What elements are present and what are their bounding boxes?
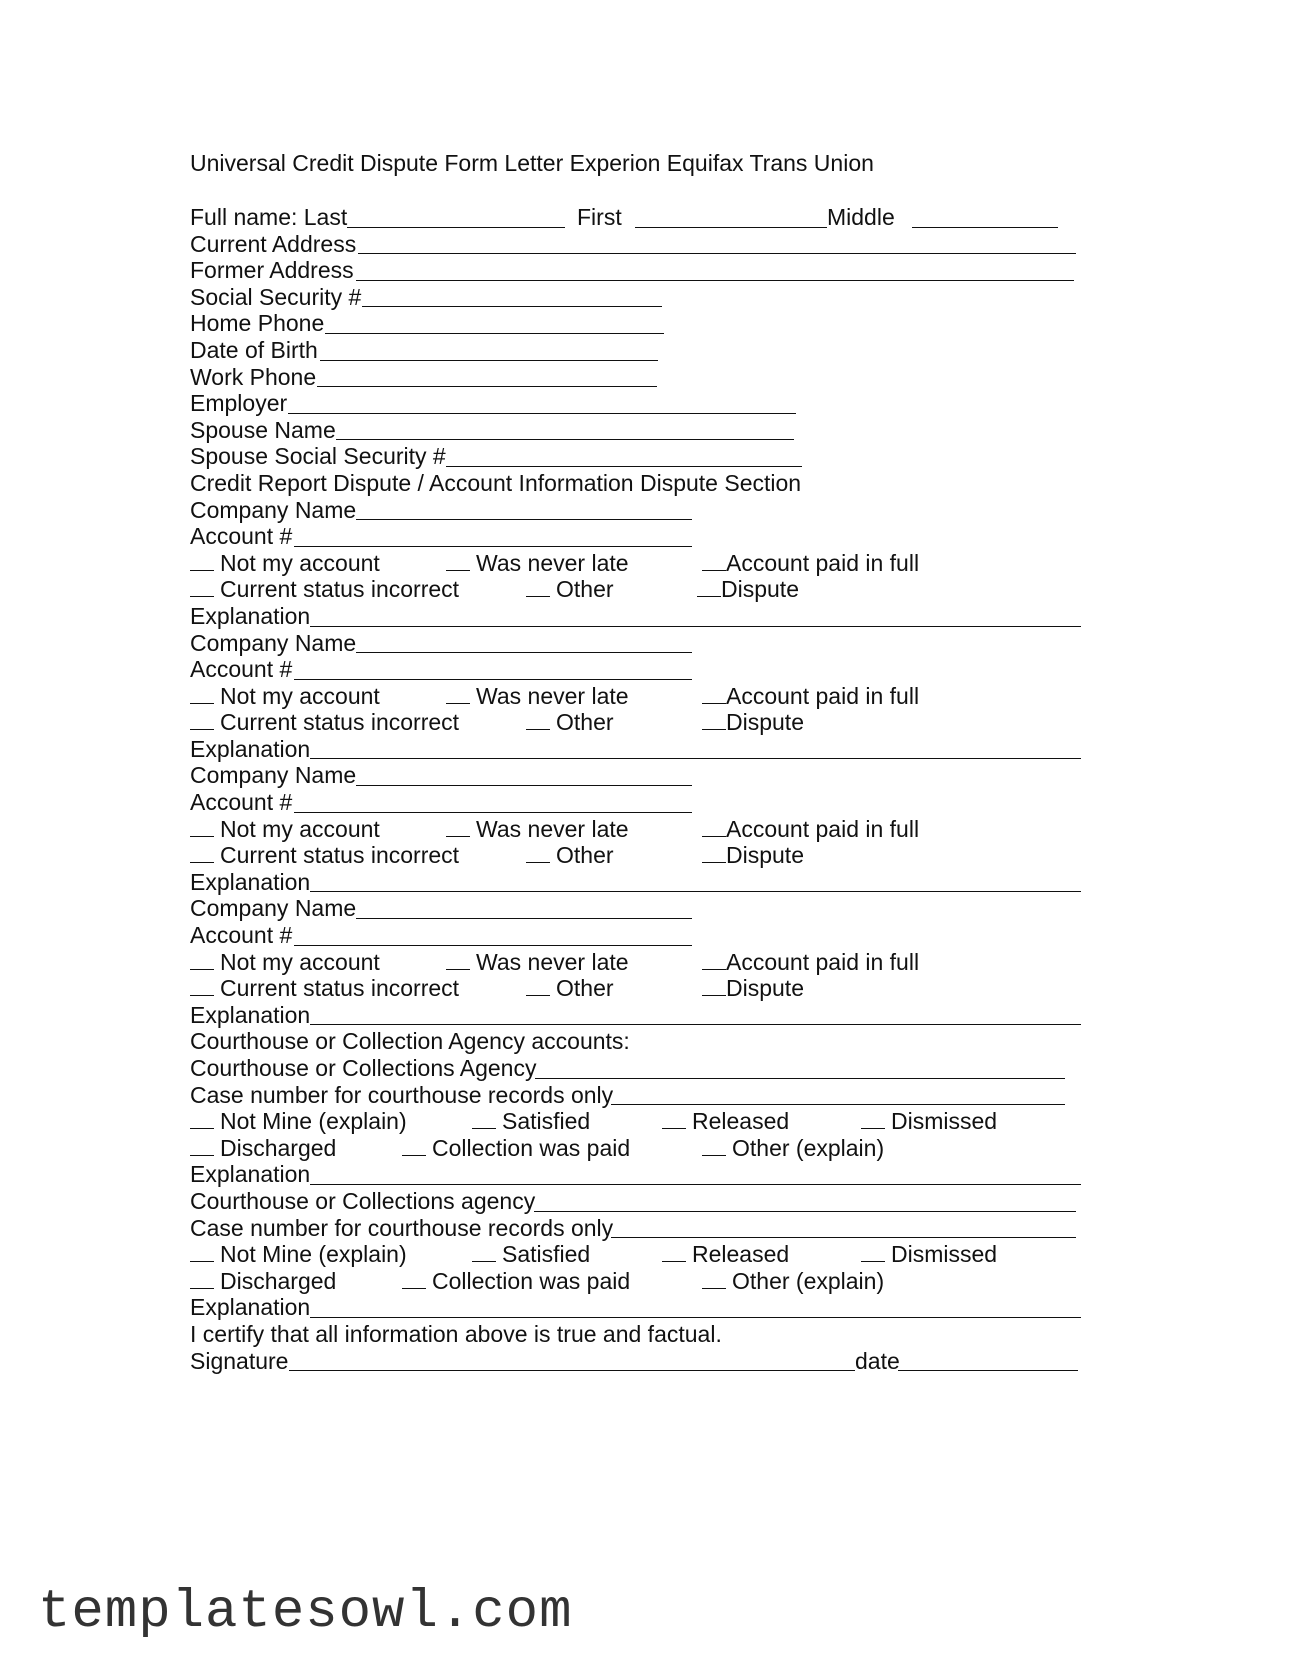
dob-field[interactable] [320, 360, 658, 361]
account-number-field[interactable] [294, 679, 692, 680]
satisfied-option[interactable] [472, 1108, 590, 1134]
checkbox-blank[interactable] [702, 684, 726, 704]
status-incorrect-option[interactable] [190, 842, 459, 868]
court-checkbox-row [190, 1268, 1090, 1295]
courthouse-section-title: Courthouse or Collection Agency accounts: [190, 1028, 630, 1055]
option-label: Account paid in full [726, 948, 920, 975]
account-number-row [190, 922, 1090, 949]
explanation-field[interactable] [310, 1024, 1081, 1025]
company-name-label: Company Name [190, 762, 357, 789]
discharged-option[interactable] [190, 1135, 336, 1161]
spouse-name-row [190, 417, 1090, 444]
never-late-option[interactable] [446, 550, 629, 576]
checkbox-blank[interactable] [190, 1269, 214, 1289]
account-number-label: Account # [190, 656, 293, 683]
company-name-row [190, 895, 1090, 922]
status-incorrect-option[interactable] [190, 709, 459, 735]
checkbox-blank[interactable] [190, 843, 214, 863]
explanation-label: Explanation [190, 735, 311, 762]
agency-label: Courthouse or Collections Agency [190, 1055, 537, 1081]
other-option[interactable] [526, 842, 614, 868]
not-mine-option[interactable] [190, 1241, 407, 1267]
checkbox-blank[interactable] [472, 1242, 496, 1262]
account-number-label: Account # [190, 922, 293, 949]
dispute-section-title-row [190, 470, 1090, 497]
dispute-option[interactable] [697, 576, 799, 602]
checkbox-blank[interactable] [702, 950, 726, 970]
option-label: Current status incorrect [220, 576, 460, 603]
released-option[interactable] [662, 1108, 789, 1134]
company-name-row [190, 630, 1090, 657]
dispute-option[interactable] [702, 709, 804, 735]
option-label: Dispute [726, 842, 804, 869]
collection-paid-option[interactable] [402, 1268, 630, 1294]
case-number-row [190, 1215, 1090, 1242]
courthouse-section-title-row [190, 1028, 1090, 1055]
not-my-account-option[interactable] [190, 550, 380, 576]
checkbox-row [190, 949, 1090, 976]
ssn-field[interactable] [362, 306, 662, 307]
other-option[interactable] [526, 576, 614, 602]
agency-field[interactable] [535, 1078, 1065, 1079]
watermark: templatesowl.com [38, 1582, 573, 1643]
last-name-field[interactable] [347, 227, 565, 228]
explanation-field[interactable] [310, 1184, 1081, 1185]
checkbox-blank[interactable] [702, 551, 726, 571]
spouse-ssn-row [190, 443, 1090, 470]
dismissed-option[interactable] [861, 1241, 997, 1267]
former-address-field[interactable] [356, 280, 1074, 281]
agency-row [190, 1188, 1090, 1215]
option-label: Not Mine (explain) [220, 1241, 407, 1268]
paid-in-full-option[interactable] [702, 550, 919, 576]
account-number-field[interactable] [294, 945, 692, 946]
employer-row [190, 390, 1090, 417]
checkbox-blank[interactable] [446, 950, 470, 970]
account-number-row [190, 789, 1090, 816]
checkbox-blank[interactable] [190, 577, 214, 597]
other-option[interactable] [526, 709, 614, 735]
current-address-label: Current Address [190, 230, 357, 257]
company-name-label: Company Name [190, 496, 357, 523]
explanation-label: Explanation [190, 868, 311, 895]
current-address-row [190, 231, 1090, 258]
form-title: Universal Credit Dispute Form Letter Experion Equifax Trans Union [190, 150, 874, 176]
checkbox-blank[interactable] [526, 577, 550, 597]
checkbox-blank[interactable] [190, 950, 214, 970]
explanation-row [190, 1294, 1090, 1321]
option-label: Dismissed [891, 1241, 998, 1268]
status-incorrect-option[interactable] [190, 975, 459, 1001]
satisfied-option[interactable] [472, 1241, 590, 1267]
checkbox-blank[interactable] [702, 843, 726, 863]
option-label: Not my account [220, 682, 380, 709]
checkbox-row [190, 975, 1090, 1002]
checkbox-blank[interactable] [662, 1242, 686, 1262]
explanation-field[interactable] [310, 891, 1081, 892]
certify-statement: I certify that all information above is true and factual. [190, 1320, 722, 1347]
case-number-field[interactable] [611, 1104, 1065, 1105]
checkbox-blank[interactable] [190, 551, 214, 571]
option-label: Collection was paid [432, 1134, 631, 1161]
company-name-row [190, 762, 1090, 789]
account-number-label: Account # [190, 523, 293, 550]
option-label: Dispute [726, 975, 804, 1002]
option-label: Other [556, 709, 614, 736]
checkbox-blank[interactable] [702, 817, 726, 837]
checkbox-blank[interactable] [526, 843, 550, 863]
never-late-option[interactable] [446, 816, 629, 842]
checkbox-blank[interactable] [190, 1136, 214, 1156]
checkbox-blank[interactable] [446, 817, 470, 837]
checkbox-blank[interactable] [190, 1109, 214, 1129]
signature-label: Signature [190, 1347, 289, 1374]
date-field[interactable] [898, 1370, 1078, 1371]
checkbox-row [190, 709, 1090, 736]
option-label: Satisfied [502, 1241, 591, 1268]
account-number-row [190, 656, 1090, 683]
explanation-row [190, 736, 1090, 763]
middle-name-field[interactable] [912, 227, 1058, 228]
certify-row [190, 1321, 1090, 1348]
option-label: Collection was paid [432, 1267, 631, 1294]
home-phone-label: Home Phone [190, 310, 325, 337]
spouse-ssn-field[interactable] [446, 466, 802, 467]
paid-in-full-option[interactable] [702, 816, 919, 842]
option-label: Other [556, 842, 614, 869]
checkbox-blank[interactable] [190, 710, 214, 730]
agency-row [190, 1055, 1090, 1082]
option-label: Dispute [726, 709, 804, 736]
not-my-account-option[interactable] [190, 683, 380, 709]
option-label: Account paid in full [726, 815, 920, 842]
checkbox-blank[interactable] [662, 1109, 686, 1129]
status-incorrect-option[interactable] [190, 576, 459, 602]
checkbox-blank[interactable] [190, 817, 214, 837]
checkbox-blank[interactable] [526, 976, 550, 996]
checkbox-blank[interactable] [861, 1109, 885, 1129]
checkbox-row [190, 550, 1090, 577]
checkbox-blank[interactable] [697, 577, 721, 597]
never-late-option[interactable] [446, 949, 629, 975]
account-number-field[interactable] [294, 546, 692, 547]
collection-paid-option[interactable] [402, 1135, 630, 1161]
option-label: Discharged [220, 1134, 337, 1161]
case-number-row [190, 1082, 1090, 1109]
company-name-field[interactable] [356, 652, 692, 653]
ssn-row [190, 284, 1090, 311]
option-label: Current status incorrect [220, 842, 460, 869]
checkbox-blank[interactable] [702, 710, 726, 730]
checkbox-blank[interactable] [402, 1269, 426, 1289]
option-label: Satisfied [502, 1108, 591, 1135]
signature-field[interactable] [289, 1370, 855, 1371]
checkbox-row [190, 683, 1090, 710]
account-number-row [190, 523, 1090, 550]
agency-field[interactable] [534, 1211, 1076, 1212]
former-address-row [190, 257, 1090, 284]
option-label: Was never late [476, 948, 629, 975]
option-label: Account paid in full [726, 682, 920, 709]
last-name-label: Full name: Last [190, 204, 348, 230]
checkbox-blank[interactable] [190, 1242, 214, 1262]
first-name-label: First [577, 204, 622, 230]
explanation-row [190, 1002, 1090, 1029]
checkbox-blank[interactable] [472, 1109, 496, 1129]
dispute-option[interactable] [702, 975, 804, 1001]
explanation-row [190, 603, 1090, 630]
option-label: Was never late [476, 815, 629, 842]
account-number-field[interactable] [294, 812, 692, 813]
case-number-label: Case number for courthouse records only [190, 1081, 614, 1108]
not-mine-option[interactable] [190, 1108, 407, 1134]
employer-field[interactable] [288, 413, 796, 414]
option-label: Not my account [220, 549, 380, 576]
checkbox-blank[interactable] [702, 1269, 726, 1289]
company-name-label: Company Name [190, 629, 357, 656]
option-label: Was never late [476, 682, 629, 709]
checkbox-blank[interactable] [446, 684, 470, 704]
signature-row [190, 1348, 1090, 1375]
option-label: Other (explain) [732, 1267, 885, 1294]
option-label: Dismissed [891, 1108, 998, 1135]
explanation-field[interactable] [310, 1317, 1081, 1318]
middle-name-label: Middle [827, 204, 895, 230]
checkbox-blank[interactable] [446, 551, 470, 571]
first-name-field[interactable] [635, 227, 827, 228]
paid-in-full-option[interactable] [702, 949, 919, 975]
company-name-field[interactable] [356, 918, 692, 919]
checkbox-row [190, 842, 1090, 869]
checkbox-blank[interactable] [861, 1242, 885, 1262]
option-label: Other [556, 576, 614, 603]
spouse-name-field[interactable] [336, 439, 794, 440]
dismissed-option[interactable] [861, 1108, 997, 1134]
checkbox-blank[interactable] [526, 710, 550, 730]
discharged-option[interactable] [190, 1268, 336, 1294]
checkbox-row [190, 576, 1090, 603]
former-address-label: Former Address [190, 257, 354, 284]
case-number-label: Case number for courthouse records only [190, 1214, 614, 1241]
court-checkbox-row [190, 1135, 1090, 1162]
option-label: Not my account [220, 948, 380, 975]
account-number-label: Account # [190, 789, 293, 816]
checkbox-blank[interactable] [190, 684, 214, 704]
option-label: Current status incorrect [220, 975, 460, 1002]
not-my-account-option[interactable] [190, 949, 380, 975]
checkbox-blank[interactable] [190, 976, 214, 996]
company-name-field[interactable] [356, 785, 692, 786]
court-checkbox-row [190, 1108, 1090, 1135]
checkbox-blank[interactable] [702, 976, 726, 996]
option-label: Released [692, 1241, 790, 1268]
option-label: Not Mine (explain) [220, 1108, 407, 1135]
other-explain-option[interactable] [702, 1268, 884, 1294]
checkbox-row [190, 816, 1090, 843]
spouse-name-label: Spouse Name [190, 416, 336, 443]
released-option[interactable] [662, 1241, 789, 1267]
explanation-field[interactable] [310, 626, 1081, 627]
spouse-ssn-label: Spouse Social Security # [190, 443, 446, 470]
work-phone-row [190, 364, 1090, 391]
other-explain-option[interactable] [702, 1135, 884, 1161]
ssn-label: Social Security # [190, 283, 362, 310]
explanation-row [190, 869, 1090, 896]
company-name-label: Company Name [190, 895, 357, 922]
company-name-field[interactable] [356, 519, 692, 520]
dob-label: Date of Birth [190, 336, 318, 363]
explanation-label: Explanation [190, 602, 311, 629]
never-late-option[interactable] [446, 683, 629, 709]
dispute-option[interactable] [702, 842, 804, 868]
case-number-field[interactable] [611, 1237, 1076, 1238]
current-address-field[interactable] [358, 253, 1076, 254]
explanation-label: Explanation [190, 1161, 311, 1188]
checkbox-blank[interactable] [702, 1136, 726, 1156]
agency-label: Courthouse or Collections agency [190, 1187, 536, 1214]
date-label: date [855, 1347, 900, 1374]
option-label: Not my account [220, 815, 380, 842]
court-checkbox-row [190, 1241, 1090, 1268]
option-label: Was never late [476, 549, 629, 576]
home-phone-field[interactable] [325, 333, 664, 334]
explanation-label: Explanation [190, 1001, 311, 1028]
work-phone-field[interactable] [317, 386, 657, 387]
not-my-account-option[interactable] [190, 816, 380, 842]
paid-in-full-option[interactable] [702, 683, 919, 709]
explanation-label: Explanation [190, 1294, 311, 1321]
dob-row [190, 337, 1090, 364]
option-label: Other (explain) [732, 1134, 885, 1161]
other-option[interactable] [526, 975, 614, 1001]
checkbox-blank[interactable] [402, 1136, 426, 1156]
company-name-row [190, 497, 1090, 524]
option-label: Other [556, 975, 614, 1002]
option-label: Released [692, 1108, 790, 1135]
option-label: Dispute [721, 576, 799, 603]
option-label: Current status incorrect [220, 709, 460, 736]
dispute-section-title: Credit Report Dispute / Account Information Dispute Section [190, 469, 802, 496]
option-label: Discharged [220, 1267, 337, 1294]
home-phone-row [190, 310, 1090, 337]
form-page [190, 150, 1090, 1374]
work-phone-label: Work Phone [190, 363, 317, 390]
explanation-row [190, 1161, 1090, 1188]
full-name-row [190, 204, 1090, 231]
option-label: Account paid in full [726, 549, 920, 576]
explanation-field[interactable] [310, 758, 1081, 759]
employer-label: Employer [190, 390, 288, 417]
